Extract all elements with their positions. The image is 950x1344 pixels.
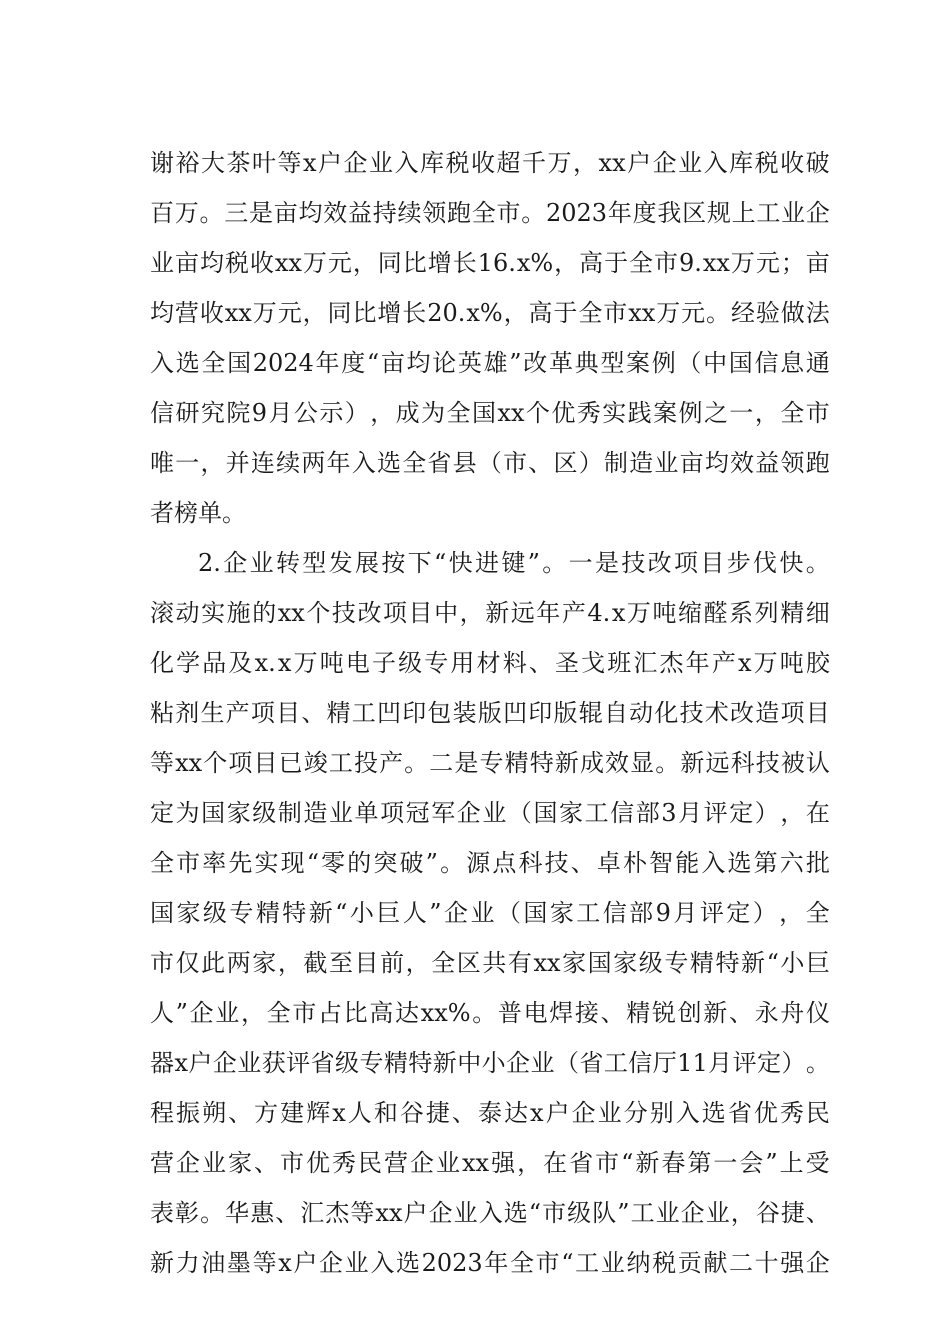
text-line: 入 选 全 国 2024 年 度 “ 亩 均 论 英 雄 ” 改 革 典 型 案 例 （ 中 国 信 息 通 [150,349,830,377]
text-line: 定 为 国 家 级 制 造 业 单 项 冠 军 企 业 （ 国 家 工 信 部 3 月 评 定 ） ， 在 [150,799,830,827]
text-line: 国 家 级 专 精 特 新 “ 小 巨 人 ” 企 业 （ 国 家 工 信 部 9 月 评 定 ） ， 全 [150,899,830,927]
text-line: 滚 动 实 施 的 xx 个 技 改 项 目 中 ， 新 远 年 产 4. x 万 吨 缩 醛 系 列 精 细 [150,599,830,627]
text-line: 人 ” 企 业 ， 全 市 占 比 高 达 xx% 。 普 电 焊 接 、 精 锐 创 新 、 永 舟 仪 [150,999,830,1027]
text-line: 粘 剂 生 产 项 目 、 精 工 凹 印 包 装 版 凹 印 版 辊 自 动 化 技 术 改 造 项 目 [150,699,830,727]
text-line: 谢 裕 大 茶 叶 等 x 户 企 业 入 库 税 收 超 千 万 ， xx 户 企 业 入 库 税 收 破 [150,149,830,177]
section-heading-line: 2. 企 业 转 型 发 展 按 下 “ 快 进 键 ” 。 一 是 技 改 项 目 步 伐 快 。 [198,549,830,577]
text-line: 均 营 收 xx 万 元 ， 同 比 增 长 20. x% ， 高 于 全 市 xx 万 元 。 经 验 做 法 [150,299,830,327]
text-line: 营 企 业 家 、 市 优 秀 民 营 企 业 xx 强 ， 在 省 市 “ 新 春 第 一 会 ” 上 受 [150,1149,830,1177]
text-line: 全 市 率 先 实 现 “ 零 的 突 破 ” 。 源 点 科 技 、 卓 朴 智 能 入 选 第 六 批 [150,849,830,877]
text-line: 信 研 究 院 9 月 公 示 ） ， 成 为 全 国 xx 个 优 秀 实 践 案 例 之 一 ， 全 市 [150,399,830,427]
text-line: 百 万 。 三 是 亩 均 效 益 持 续 领 跑 全 市 。 2023 年 度 我 区 规 上 工 业 企 [150,199,830,227]
text-line: 市 仅 此 两 家 ， 截 至 目 前 ， 全 区 共 有 xx 家 国 家 级 专 精 特 新 “ 小 巨 [150,949,830,977]
text-line: 等 xx 个 项 目 已 竣 工 投 产 。 二 是 专 精 特 新 成 效 显 。 新 远 科 技 被 认 [150,749,830,777]
text-line: 程 振 朔 、 方 建 辉 x 人 和 谷 捷 、 泰 达 x 户 企 业 分 别 入 选 省 优 秀 民 [150,1099,830,1127]
text-line: 化 学 品 及 x. x 万 吨 电 子 级 专 用 材 料 、 圣 戈 班 汇 杰 年 产 x 万 吨 胶 [150,649,830,677]
text-line: 新 力 油 墨 等 x 户 企 业 入 选 2023 年 全 市 “ 工 业 纳 税 贡 献 二 十 强 企 [150,1249,830,1277]
text-line: 表 彰 。 华 惠 、 汇 杰 等 xx 户 企 业 入 选 “ 市 级 队 ” 工 业 企 业 ， 谷 捷 、 [150,1199,830,1227]
text-line: 器 x 户 企 业 获 评 省 级 专 精 特 新 中 小 企 业 （ 省 工 信 厅 11 月 评 定 ） 。 [150,1049,830,1077]
text-line: 业 亩 均 税 收 xx 万 元 ， 同 比 增 长 16. x% ， 高 于 全 市 9. xx 万 元 ； 亩 [150,249,830,277]
paragraph-end-line: 者榜单。 [150,499,246,527]
text-line: 唯 一 ， 并 连 续 两 年 入 选 全 省 县 （ 市 、 区 ） 制 造 业 亩 均 效 益 领 跑 [150,449,830,477]
